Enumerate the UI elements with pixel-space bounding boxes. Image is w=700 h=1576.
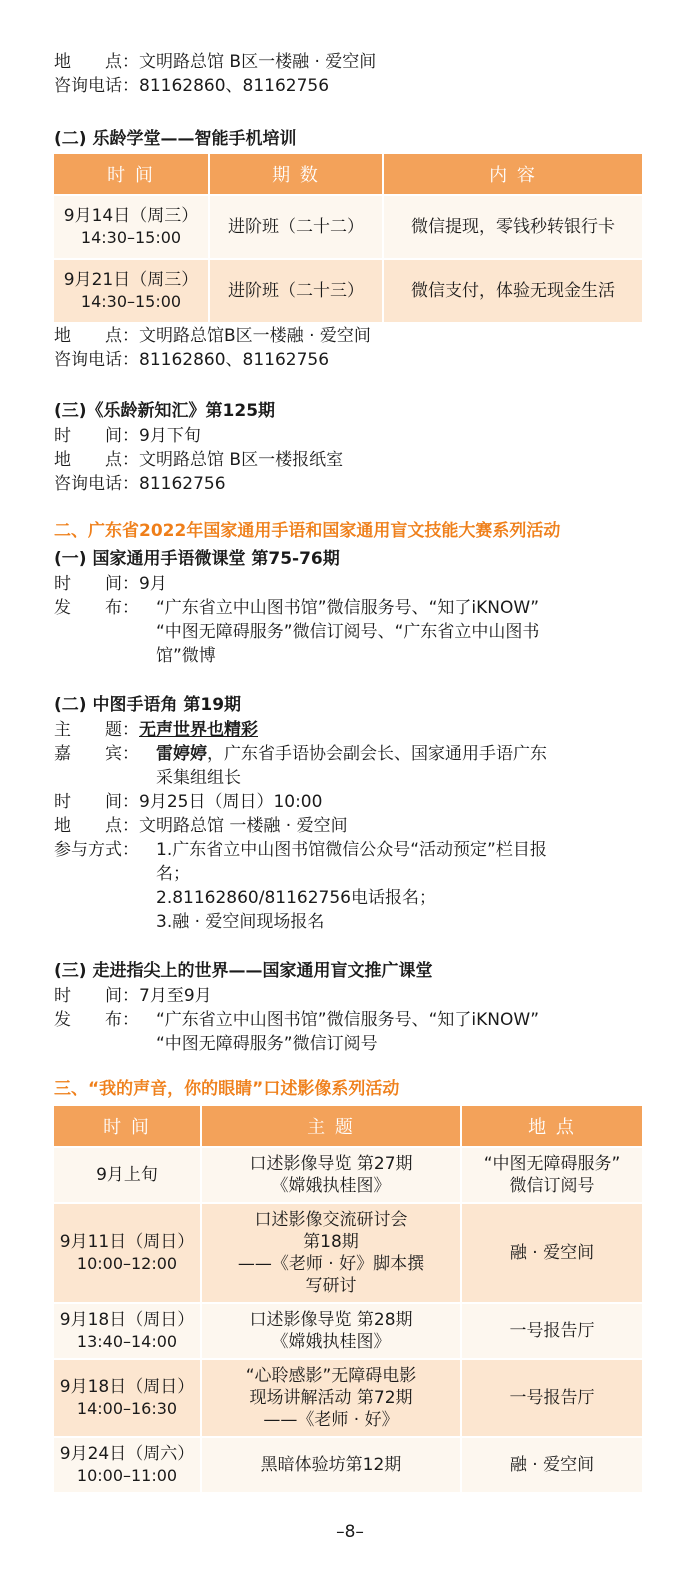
table-row [54, 1204, 642, 1304]
table-row [54, 260, 642, 324]
table-header: 期 数 [210, 154, 382, 196]
phone-line: 咨询电话：81162860、81162756 [54, 350, 330, 370]
label: 咨询电话： [54, 76, 139, 96]
activity-table [52, 1106, 644, 1494]
table-header: 主 题 [202, 1106, 460, 1148]
section-title: (二) 乐龄学堂——智能手机培训 [54, 129, 297, 149]
top-place-line [54, 50, 644, 74]
table-row [54, 196, 642, 260]
page [54, 50, 644, 1494]
publish-block: 发 布： “广东省立中山图书馆”微信服务号、“知了iKNOW” “中图无障碍服务”微信订阅号、“广东省立中山图书 馆”微博 [54, 598, 540, 666]
date-cell: 9月18日（周日） 13:40–14:00 [54, 1304, 200, 1360]
value: 81162860、81162756 [139, 76, 330, 96]
theme-cell: 口述影像导览 第28期 《嫦娥执桂图》 [202, 1304, 460, 1360]
label: 地 点： [54, 52, 139, 72]
time-line: 时 间：9月 [54, 574, 167, 594]
top-phone-line [54, 74, 644, 98]
place-line: 地 点：文明路总馆 B区一楼报纸室 [54, 450, 344, 470]
value: 文明路总馆 B区一楼融 · 爱空间 [139, 52, 377, 72]
theme-line: 主 题：无声世界也精彩 [54, 720, 258, 740]
schedule-table [52, 154, 644, 324]
place-cell: 融 · 爱空间 [462, 1204, 642, 1304]
guest-block: 嘉 宾： 雷婷婷，广东省手语协会副会长、国家通用手语广东 采集组组长 [54, 744, 547, 788]
date-cell: 9月14日（周三） 14:30–15:00 [54, 196, 208, 260]
date-cell: 9月上旬 [54, 1148, 200, 1204]
theme-cell: “心聆感影”无障碍电影 现场讲解活动 第72期 ——《老师 · 好》 [202, 1360, 460, 1438]
place-cell: 一号报告厅 [462, 1304, 642, 1360]
section-title: (一) 国家通用手语微课堂 第75-76期 [54, 549, 340, 569]
place-cell: 融 · 爱空间 [462, 1438, 642, 1494]
table-header: 时 间 [54, 1106, 200, 1148]
time-line: 时 间：7月至9月 [54, 986, 212, 1006]
table-header: 时 间 [54, 154, 208, 196]
section-heading: 三、“我的声音，你的眼睛”口述影像系列活动 [54, 1079, 400, 1099]
table-row [54, 1148, 642, 1204]
section-title: (三) 走进指尖上的世界——国家通用盲文推广课堂 [54, 961, 433, 981]
table-row [54, 1438, 642, 1494]
section-title: (二) 中图手语角 第19期 [54, 695, 242, 715]
theme-cell: 口述影像交流研讨会 第18期 ——《老师 · 好》脚本撰 写研讨 [202, 1204, 460, 1304]
place-cell: “中图无障碍服务” 微信订阅号 [462, 1148, 642, 1204]
date-cell: 9月24日（周六） 10:00–11:00 [54, 1438, 200, 1494]
section-heading: 二、广东省2022年国家通用手语和国家通用盲文技能大赛系列活动 [54, 521, 561, 541]
date-cell: 9月18日（周日） 14:00–16:30 [54, 1360, 200, 1438]
table-row [54, 1360, 642, 1438]
join-block: 参与方式： 1.广东省立中山图书馆微信公众号“活动预定”栏目报 名； 2.81162860/81162756电话报名； 3.融 · 爱空间现场报名 [54, 840, 547, 932]
content-cell: 微信支付，体验无现金生活 [384, 260, 642, 324]
publish-block: 发 布： “广东省立中山图书馆”微信服务号、“知了iKNOW” “中图无障碍服务”微信订阅号 [54, 1010, 540, 1054]
place-line: 地 点：文明路总馆B区一楼融 · 爱空间 [54, 326, 371, 346]
table-header: 内 容 [384, 154, 642, 196]
date-cell: 9月21日（周三） 14:30–15:00 [54, 260, 208, 324]
issue-cell: 进阶班（二十二） [210, 196, 382, 260]
content-cell: 微信提现，零钱秒转银行卡 [384, 196, 642, 260]
table-row [54, 1304, 642, 1360]
time-line: 时 间：9月下旬 [54, 426, 201, 446]
place-cell: 一号报告厅 [462, 1360, 642, 1438]
theme-cell: 口述影像导览 第27期 《嫦娥执桂图》 [202, 1148, 460, 1204]
place-line: 地 点：文明路总馆 一楼融 · 爱空间 [54, 816, 348, 836]
theme-cell: 黑暗体验坊第12期 [202, 1438, 460, 1494]
page-number: –8– [336, 1522, 364, 1542]
date-cell: 9月11日（周日） 10:00–12:00 [54, 1204, 200, 1304]
section-title: (三)《乐龄新知汇》第125期 [54, 401, 276, 421]
table-header: 地 点 [462, 1106, 642, 1148]
issue-cell: 进阶班（二十三） [210, 260, 382, 324]
phone-line: 咨询电话：81162756 [54, 474, 226, 494]
time-line: 时 间：9月25日（周日）10:00 [54, 792, 323, 812]
